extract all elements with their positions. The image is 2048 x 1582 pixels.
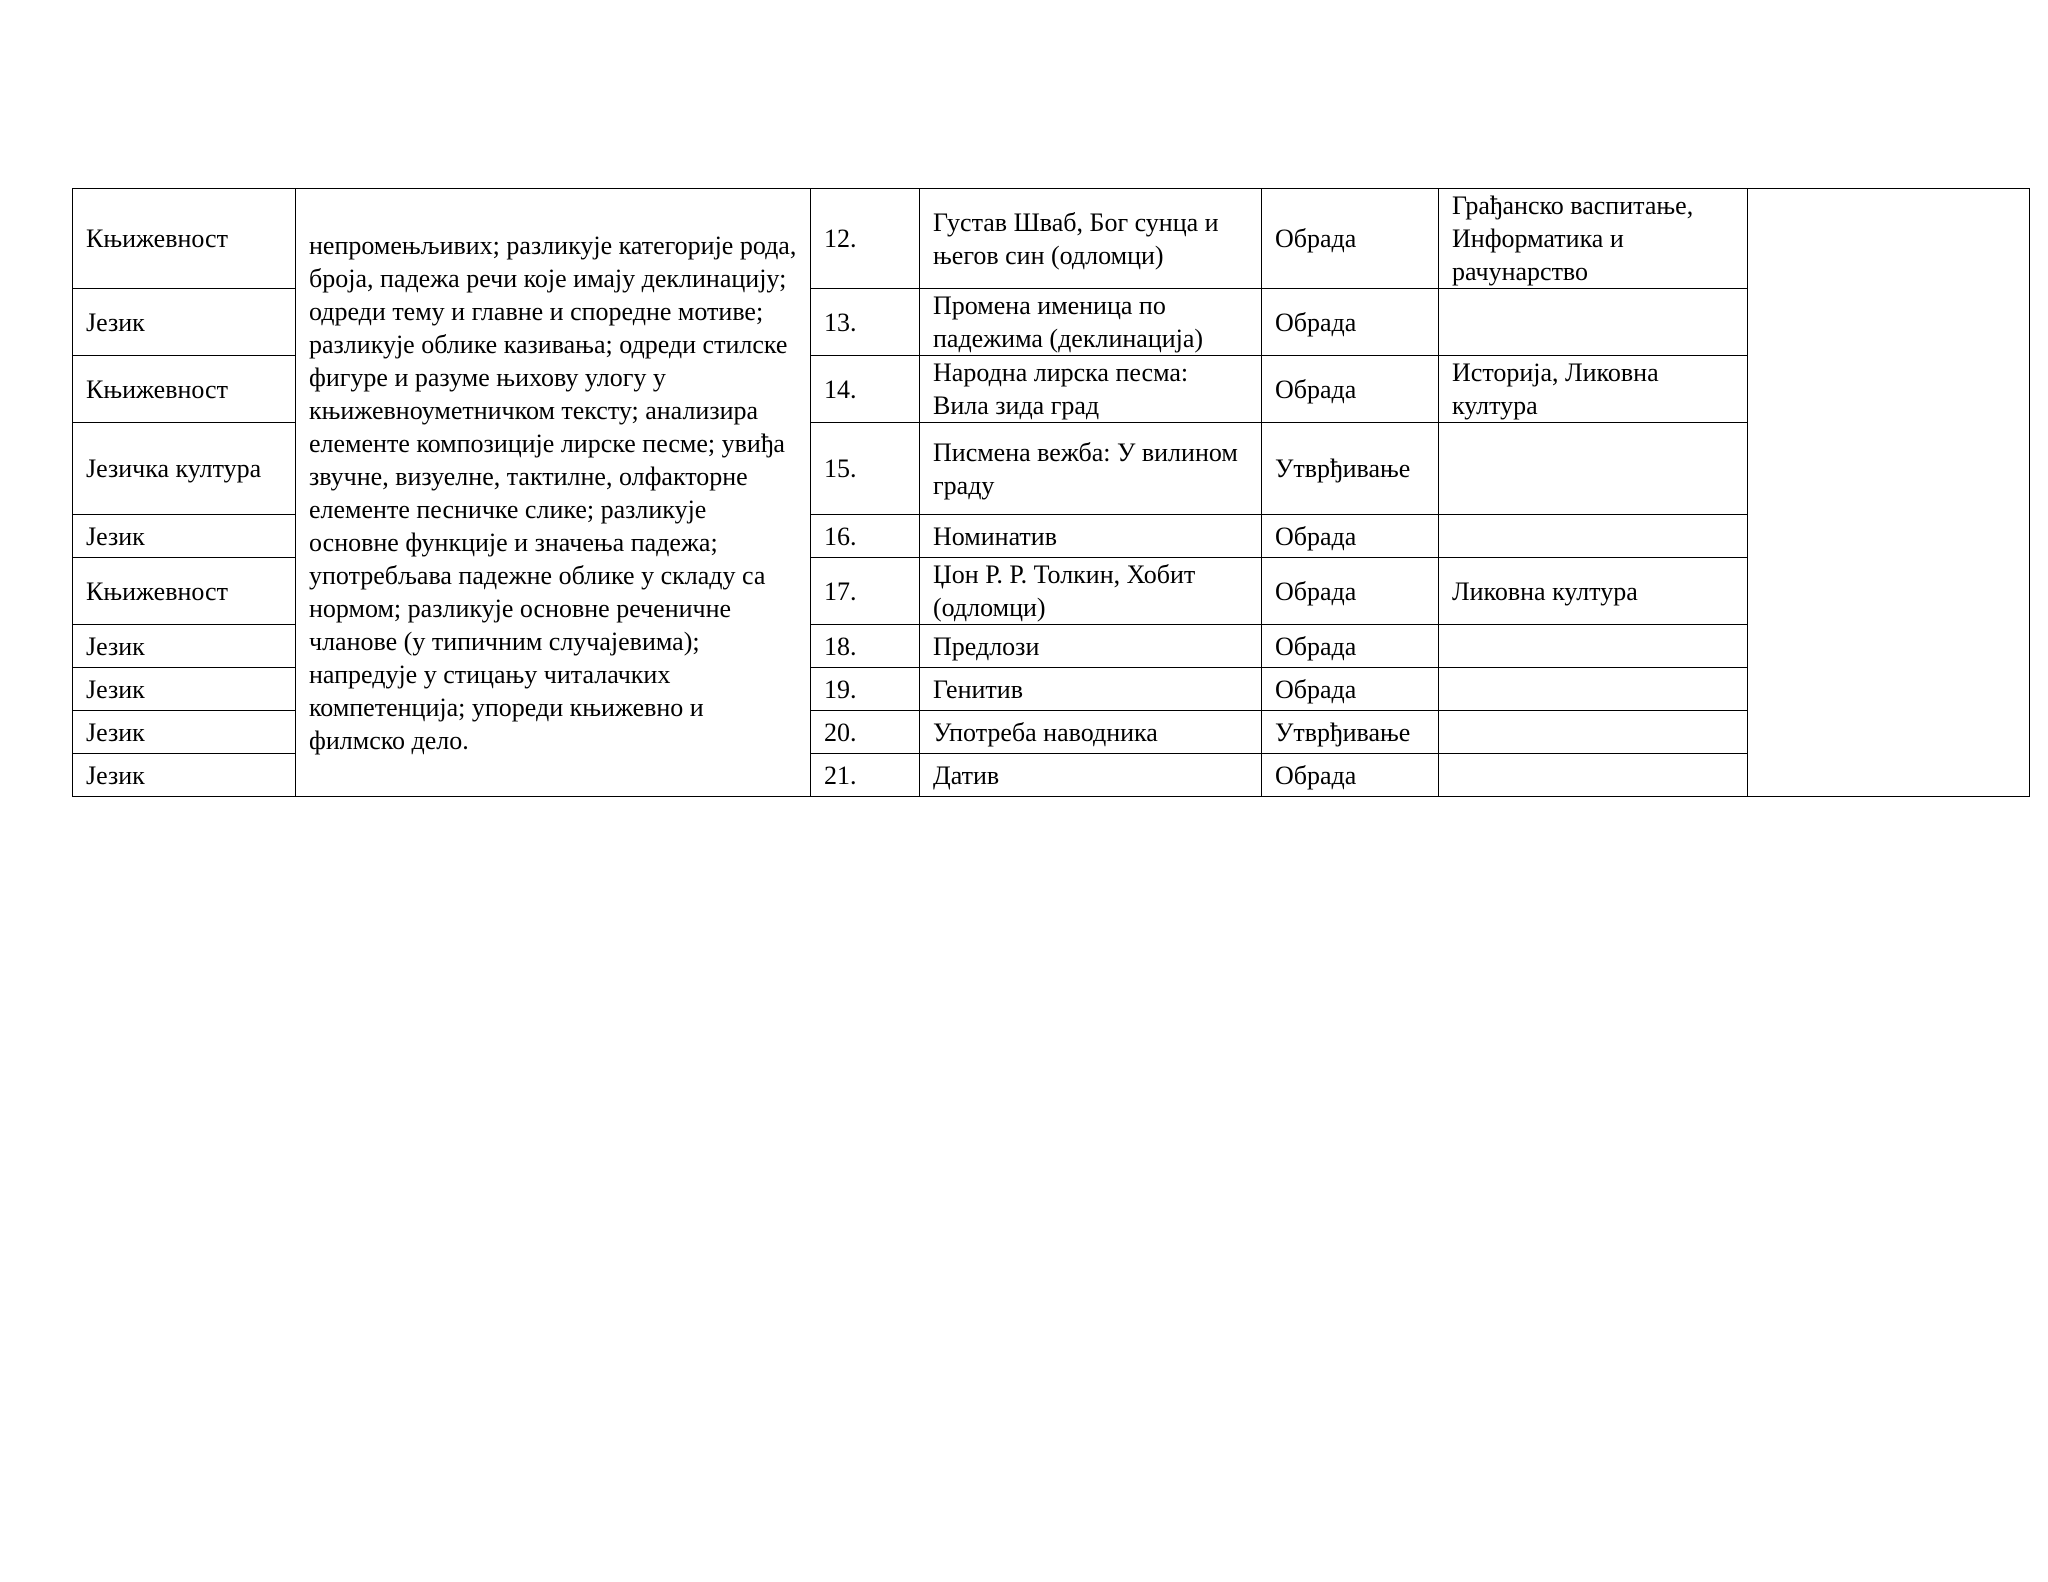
- lesson-plan-table: [72, 188, 2030, 797]
- lesson-number-cell: 16.: [811, 515, 920, 558]
- outcomes-cell: непромењљивих; разликује категорије рода, броја, падежа речи које имају деклинацију; одреди тему и главне и споредне мотиве; разликује облике казивања; одреди стилске фигуре и разуме њихову улогу у књижевноуметничком тексту; анализира елементе композиције лирске песме; увиђа звучне, визуелне, тактилне, олфакторне елементе песничке слике; разликује основне функције и значења падежа; употребљава падежне облике у складу са нормом; разликује основне реченичне чланове (у типичним случајевима); напредује у стицању читалачких компетенција; упореди књижевно и филмско дело.: [296, 189, 811, 797]
- area-cell: Књижевност: [73, 356, 296, 423]
- area-cell: Језик: [73, 515, 296, 558]
- area-cell: Књижевност: [73, 558, 296, 625]
- correlation-cell: [1439, 423, 1748, 515]
- lesson-number-cell: 17.: [811, 558, 920, 625]
- area-cell: Језичка култура: [73, 423, 296, 515]
- lesson-type-cell: Обрада: [1262, 289, 1439, 356]
- correlation-cell: [1439, 625, 1748, 668]
- lesson-number-cell: 12.: [811, 189, 920, 289]
- correlation-cell: [1439, 515, 1748, 558]
- lesson-type-cell: Обрада: [1262, 515, 1439, 558]
- lesson-number-cell: 21.: [811, 754, 920, 797]
- lesson-type-cell: Обрада: [1262, 625, 1439, 668]
- area-cell: Књижевност: [73, 189, 296, 289]
- area-cell: Језик: [73, 289, 296, 356]
- correlation-cell: Грађанско васпитање, Информатика и рачунарство: [1439, 189, 1748, 289]
- correlation-cell: Историја, Ликовна култура: [1439, 356, 1748, 423]
- lesson-type-cell: Обрада: [1262, 668, 1439, 711]
- lesson-number-cell: 19.: [811, 668, 920, 711]
- lesson-type-cell: Обрада: [1262, 356, 1439, 423]
- lesson-number-cell: 20.: [811, 711, 920, 754]
- lesson-number-cell: 15.: [811, 423, 920, 515]
- area-cell: Језик: [73, 668, 296, 711]
- lesson-unit-cell: Промена именица по падежима (деклинација): [920, 289, 1262, 356]
- lesson-number-cell: 18.: [811, 625, 920, 668]
- lesson-unit-cell: Народна лирска песма: Вила зида град: [920, 356, 1262, 423]
- lesson-type-cell: Утврђивање: [1262, 711, 1439, 754]
- area-cell: Језик: [73, 625, 296, 668]
- correlation-cell: [1439, 289, 1748, 356]
- correlation-cell: [1439, 711, 1748, 754]
- area-cell: Језик: [73, 711, 296, 754]
- lesson-unit-cell: Номинатив: [920, 515, 1262, 558]
- lesson-unit-cell: Употреба наводника: [920, 711, 1262, 754]
- lesson-type-cell: Обрада: [1262, 754, 1439, 797]
- lesson-unit-cell: Писмена вежба: У вилином граду: [920, 423, 1262, 515]
- lesson-type-cell: Обрада: [1262, 558, 1439, 625]
- lesson-unit-cell: Предлози: [920, 625, 1262, 668]
- correlation-cell: [1439, 754, 1748, 797]
- table-row: [73, 189, 2030, 289]
- correlation-cell: Ликовна култура: [1439, 558, 1748, 625]
- notes-cell: [1748, 189, 2030, 797]
- lesson-unit-cell: Џон Р. Р. Толкин, Хобит (одломци): [920, 558, 1262, 625]
- lesson-number-cell: 14.: [811, 356, 920, 423]
- lesson-unit-cell: Густав Шваб, Бог сунца и његов син (одломци): [920, 189, 1262, 289]
- lesson-unit-cell: Датив: [920, 754, 1262, 797]
- area-cell: Језик: [73, 754, 296, 797]
- lesson-unit-cell: Генитив: [920, 668, 1262, 711]
- lesson-number-cell: 13.: [811, 289, 920, 356]
- lesson-type-cell: Утврђивање: [1262, 423, 1439, 515]
- lesson-type-cell: Обрада: [1262, 189, 1439, 289]
- correlation-cell: [1439, 668, 1748, 711]
